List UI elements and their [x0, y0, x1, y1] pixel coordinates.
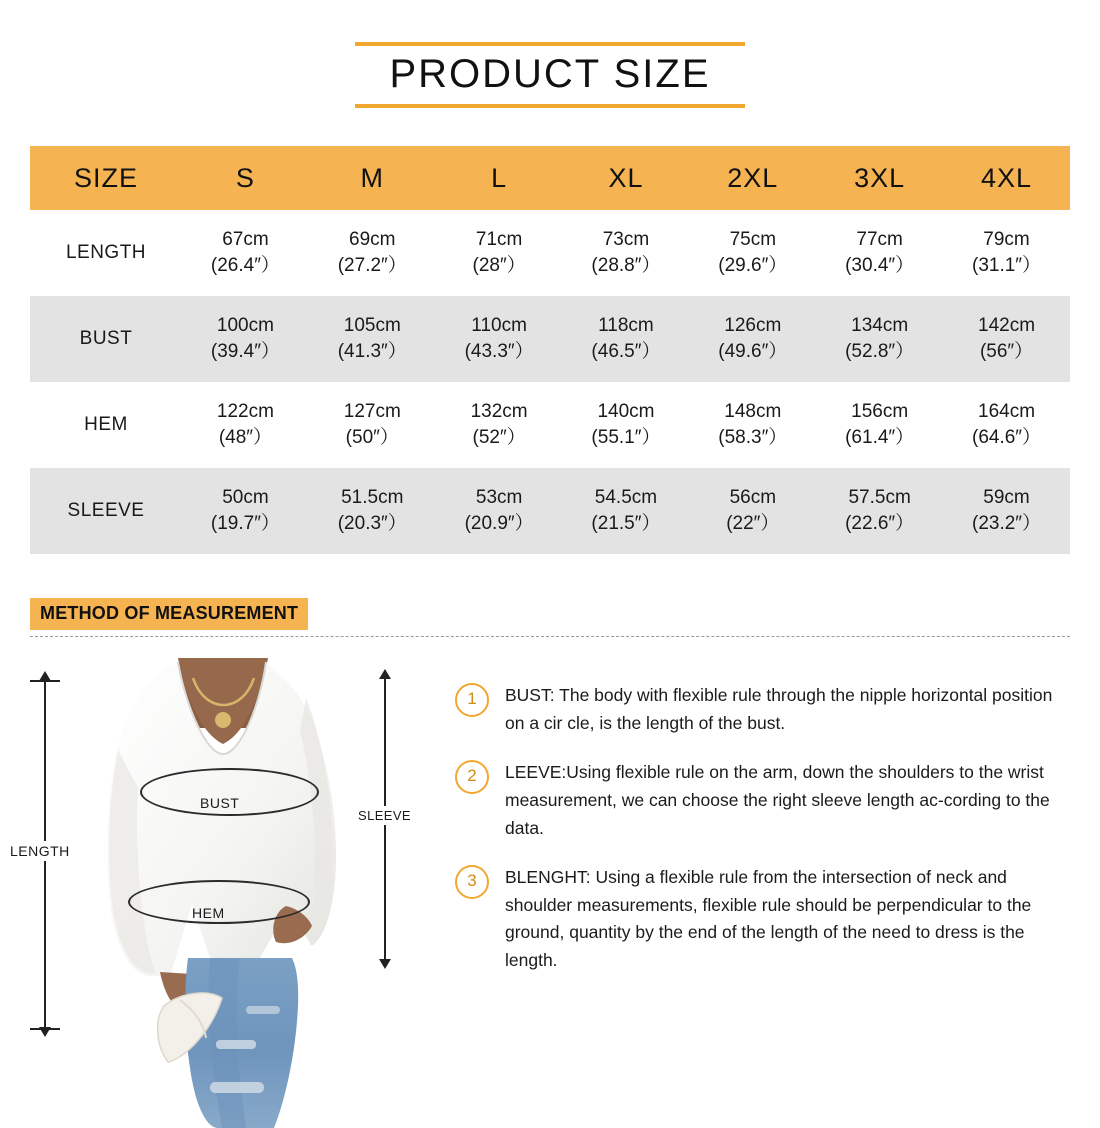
- cell-value-inch: (49.6″）: [718, 341, 788, 362]
- cell-value-inch: (39.4″）: [210, 341, 280, 362]
- step-text-2: LEEVE:Using flexible rule on the arm, down the shoulders to the wrist measurement, we can choose the right sleeve length ac-cording to the data.: [505, 762, 1050, 838]
- cell-value-inch: (55.1″）: [591, 427, 661, 448]
- cell-length-m: [309, 210, 436, 296]
- method-heading: METHOD OF MEASUREMENT: [30, 598, 308, 630]
- cell-value-inch: (52″）: [472, 427, 526, 448]
- cell-value-inch: (50″）: [345, 427, 399, 448]
- cell-value-cm: 73cm: [602, 229, 650, 251]
- cell-value-cm: 50cm: [222, 487, 269, 509]
- sleeve-label: SLEEVE: [355, 806, 414, 825]
- cell-value-cm: 71cm: [475, 229, 523, 251]
- step-text-3: BLENGHT: Using a flexible rule from the intersection of neck and shoulder measurements, flexible rule should be perpendicular to the ground, quantity by the end of the length of the need to dress is the length.: [505, 867, 1032, 971]
- cell-sleeve-2xl: [689, 468, 816, 554]
- cell-value-cm: 127cm: [343, 401, 401, 423]
- list-item: [455, 864, 1070, 975]
- page-title: PRODUCT SIZE: [389, 52, 711, 96]
- table-row: [30, 210, 1070, 296]
- cell-value-cm: 132cm: [470, 401, 528, 423]
- cell-bust-2xl: [689, 296, 816, 382]
- cell-value-inch: (28″）: [472, 255, 526, 276]
- cell-value-cm: 79cm: [983, 229, 1030, 251]
- bust-label: BUST: [200, 795, 240, 811]
- cell-value-inch: (29.6″）: [718, 255, 788, 276]
- cell-bust-3xl: [816, 296, 943, 382]
- cell-hem-m: [309, 382, 436, 468]
- hem-label: HEM: [192, 905, 225, 921]
- cell-value-inch: (48″）: [218, 427, 273, 448]
- column-header-s: S: [182, 146, 309, 210]
- cell-value-cm: 59cm: [983, 487, 1030, 509]
- table-row: [30, 382, 1070, 468]
- length-label: LENGTH: [10, 843, 70, 859]
- page-title-box: [355, 42, 744, 108]
- cell-length-xl: [563, 210, 690, 296]
- method-heading-area: [30, 598, 1100, 630]
- cell-length-3xl: [816, 210, 943, 296]
- cell-value-cm: 134cm: [851, 315, 909, 337]
- size-table-wrap: [30, 146, 1070, 554]
- cell-bust-m: [309, 296, 436, 382]
- table-header-row: [30, 146, 1070, 210]
- cell-value-inch: (31.1″）: [972, 255, 1042, 276]
- cell-sleeve-m: [309, 468, 436, 554]
- cell-sleeve-s: [182, 468, 309, 554]
- cell-value-inch: (19.7″）: [210, 513, 280, 534]
- size-table-head: [30, 146, 1070, 210]
- row-label-length: LENGTH: [30, 210, 182, 296]
- column-header-l: L: [436, 146, 563, 210]
- cell-value-inch: (26.4″）: [210, 255, 280, 276]
- cell-hem-4xl: [943, 382, 1070, 468]
- cell-length-4xl: [943, 210, 1070, 296]
- cell-value-cm: 105cm: [343, 315, 401, 337]
- cell-value-cm: 118cm: [598, 315, 654, 337]
- section-divider: [30, 636, 1070, 637]
- cell-value-cm: 75cm: [729, 229, 777, 251]
- cell-bust-l: [436, 296, 563, 382]
- row-label-hem: HEM: [30, 382, 182, 468]
- table-row: [30, 296, 1070, 382]
- cell-value-cm: 140cm: [597, 401, 655, 423]
- cell-value-cm: 156cm: [851, 401, 909, 423]
- length-tick-bottom: [30, 1028, 60, 1030]
- cell-value-cm: 142cm: [978, 315, 1036, 337]
- list-item: [455, 759, 1070, 842]
- cell-value-cm: 69cm: [349, 229, 396, 251]
- cell-sleeve-l: [436, 468, 563, 554]
- cell-hem-3xl: [816, 382, 943, 468]
- cell-value-inch: (56″）: [979, 341, 1034, 362]
- cell-value-cm: 77cm: [856, 229, 903, 251]
- measurement-illustration: [0, 658, 450, 1128]
- page-title-area: [0, 0, 1100, 108]
- cell-hem-2xl: [689, 382, 816, 468]
- cell-hem-xl: [563, 382, 690, 468]
- cell-value-cm: 100cm: [216, 315, 274, 337]
- cell-value-inch: (22″）: [726, 513, 780, 534]
- step-number-1: 1: [455, 683, 489, 717]
- row-label-sleeve: SLEEVE: [30, 468, 182, 554]
- cell-value-inch: (46.5″）: [591, 341, 661, 362]
- cell-value-cm: 53cm: [475, 487, 523, 509]
- step-number-3: 3: [455, 865, 489, 899]
- cell-value-cm: 164cm: [978, 401, 1036, 423]
- cell-value-inch: (58.3″）: [718, 427, 788, 448]
- column-header-4xl: 4XL: [943, 146, 1070, 210]
- cell-value-inch: (20.9″）: [464, 513, 534, 534]
- size-table: [30, 146, 1070, 554]
- cell-sleeve-xl: [563, 468, 690, 554]
- column-header-2xl: 2XL: [689, 146, 816, 210]
- cell-value-cm: 122cm: [216, 401, 274, 423]
- cell-value-cm: 110cm: [471, 315, 527, 337]
- cell-value-inch: (30.4″）: [845, 255, 915, 276]
- row-label-bust: BUST: [30, 296, 182, 382]
- measurement-section: [0, 658, 1100, 1128]
- cell-value-cm: 57.5cm: [848, 487, 911, 509]
- cell-length-s: [182, 210, 309, 296]
- cell-bust-xl: [563, 296, 690, 382]
- cell-hem-l: [436, 382, 563, 468]
- cell-value-inch: (43.3″）: [464, 341, 534, 362]
- cell-length-2xl: [689, 210, 816, 296]
- cell-value-inch: (23.2″）: [972, 513, 1042, 534]
- cell-hem-s: [182, 382, 309, 468]
- cell-value-inch: (20.3″）: [337, 513, 407, 534]
- cell-sleeve-3xl: [816, 468, 943, 554]
- size-table-body: [30, 210, 1070, 554]
- measurement-steps: [455, 682, 1070, 997]
- step-number-2: 2: [455, 760, 489, 794]
- cell-value-cm: 51.5cm: [341, 487, 404, 509]
- table-row: [30, 468, 1070, 554]
- list-item: [455, 682, 1070, 737]
- step-text-1: BUST: The body with flexible rule through the nipple horizontal position on a cir cle, is the length of the bust.: [505, 685, 1053, 733]
- column-header-xl: XL: [563, 146, 690, 210]
- cell-value-cm: 54.5cm: [594, 487, 658, 509]
- cell-length-l: [436, 210, 563, 296]
- column-header-3xl: 3XL: [816, 146, 943, 210]
- cell-value-inch: (21.5″）: [591, 513, 661, 534]
- cell-value-inch: (52.8″）: [845, 341, 915, 362]
- cell-value-inch: (41.3″）: [337, 341, 407, 362]
- cell-value-inch: (61.4″）: [845, 427, 915, 448]
- cell-bust-4xl: [943, 296, 1070, 382]
- cell-value-cm: 126cm: [724, 315, 782, 337]
- cell-value-inch: (22.6″）: [845, 513, 915, 534]
- cell-value-inch: (28.8″）: [591, 255, 661, 276]
- cell-value-inch: (64.6″）: [972, 427, 1042, 448]
- cell-bust-s: [182, 296, 309, 382]
- cell-sleeve-4xl: [943, 468, 1070, 554]
- column-header-m: M: [309, 146, 436, 210]
- cell-value-cm: 67cm: [222, 229, 269, 251]
- cell-value-cm: 148cm: [724, 401, 782, 423]
- cell-value-cm: 56cm: [729, 487, 777, 509]
- cell-value-inch: (27.2″）: [337, 255, 407, 276]
- column-header-size: SIZE: [30, 146, 182, 210]
